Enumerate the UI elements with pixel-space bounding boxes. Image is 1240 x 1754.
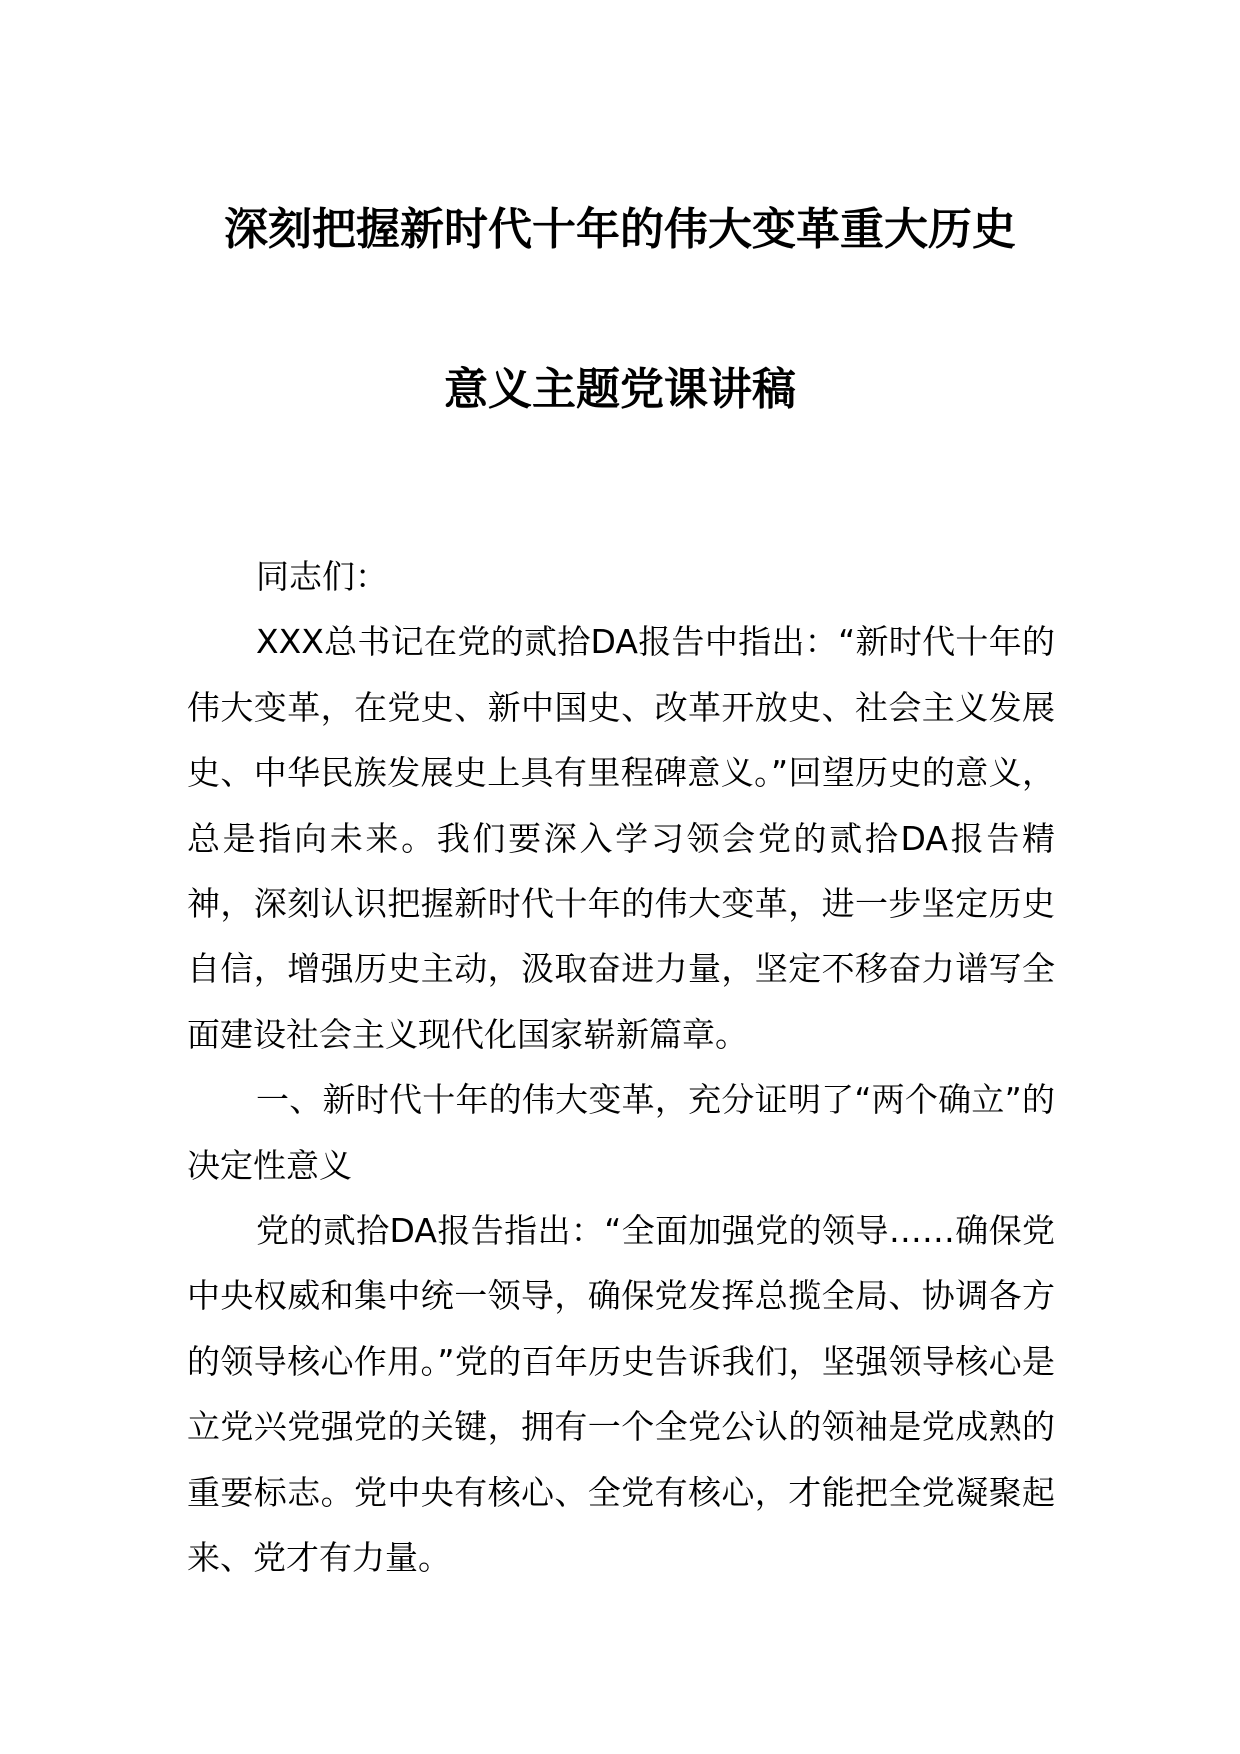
document-body xyxy=(187,544,1055,1591)
section-heading: 一、新时代十年的伟大变革，充分证明了“两个确立”的决定性意义 xyxy=(187,1080,1055,1185)
body-paragraph: 党的贰拾DA报告指出：“全面加强党的领导……确保党中央权威和集中统一领导，确保党发挥总揽全局、协调各方的领导核心作用。”党的百年历史告诉我们，坚强领导核心是立党兴党强党的关键，拥有一个全党公认的领袖是党成熟的重要标志。党中央有核心、全党有核心，才能把全党凝聚起来、党才有力量。 xyxy=(187,1211,1055,1578)
document-title-line-2: 意义主题党课讲稿 xyxy=(444,364,796,415)
salutation: 同志们： xyxy=(256,557,388,596)
document-title-line-1: 深刻把握新时代十年的伟大变革重大历史 xyxy=(224,204,1016,255)
body-paragraph: XXX总书记在党的贰拾DA报告中指出：“新时代十年的伟大变革，在党史、新中国史、改革开放史、社会主义发展史、中华民族发展史上具有里程碑意义。”回望历史的意义，总是指向未来。我们要深入学习领会党的贰拾DA报告精神，深刻认识把握新时代十年的伟大变革，进一步坚定历史自信，增强历史主动，汲取奋进力量，坚定不移奋力谱写全面建设社会主义现代化国家崭新篇章。 xyxy=(187,622,1055,1054)
